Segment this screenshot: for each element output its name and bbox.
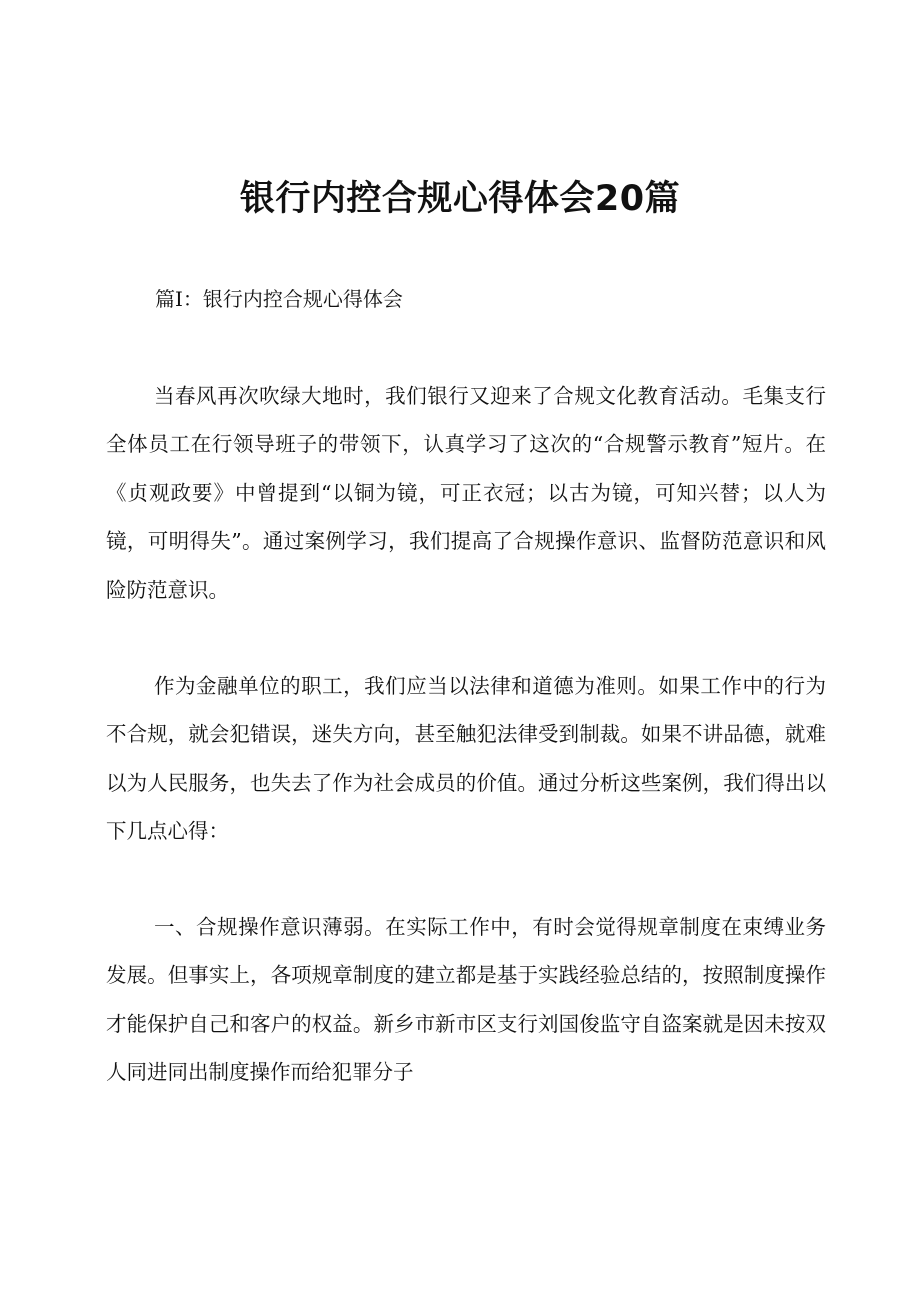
paragraph-1: 当春风再次吹绿大地时，我们银行又迎来了合规文化教育活动。毛集支行全体员工在行领导班子的带领下，认真学习了这次的“合规警示教育”短片。在《贞观政要》中曾提到“以铜为镜，可正衣冠；以古为镜，可知兴替；以人为镜，可明得失”。通过案例学习，我们提高了合规操作意识、监督防范意识和风险防范意识。 bbox=[106, 384, 826, 602]
paragraph-3: 一、合规操作意识薄弱。在实际工作中，有时会觉得规章制度在束缚业务发展。但事实上，各项规章制度的建立都是基于实践经验总结的，按照制度操作才能保护自己和客户的权益。新乡市新市区支行刘国俊监守自盗案就是因未按双人同进同出制度操作而给犯罪分子 bbox=[106, 915, 826, 1085]
document-title: 银行内控合规心得体会20篇 bbox=[239, 179, 681, 219]
paragraph-2: 作为金融单位的职工，我们应当以法律和道德为准则。如果工作中的行为不合规，就会犯错误，迷失方向，甚至触犯法律受到制裁。如果不讲品德，就难以为人民服务，也失去了作为社会成员的价值。通过分析这些案例，我们得出以下几点心得： bbox=[106, 674, 826, 844]
section-title: 篇Ⅰ：银行内控合规心得体会 bbox=[155, 287, 403, 311]
